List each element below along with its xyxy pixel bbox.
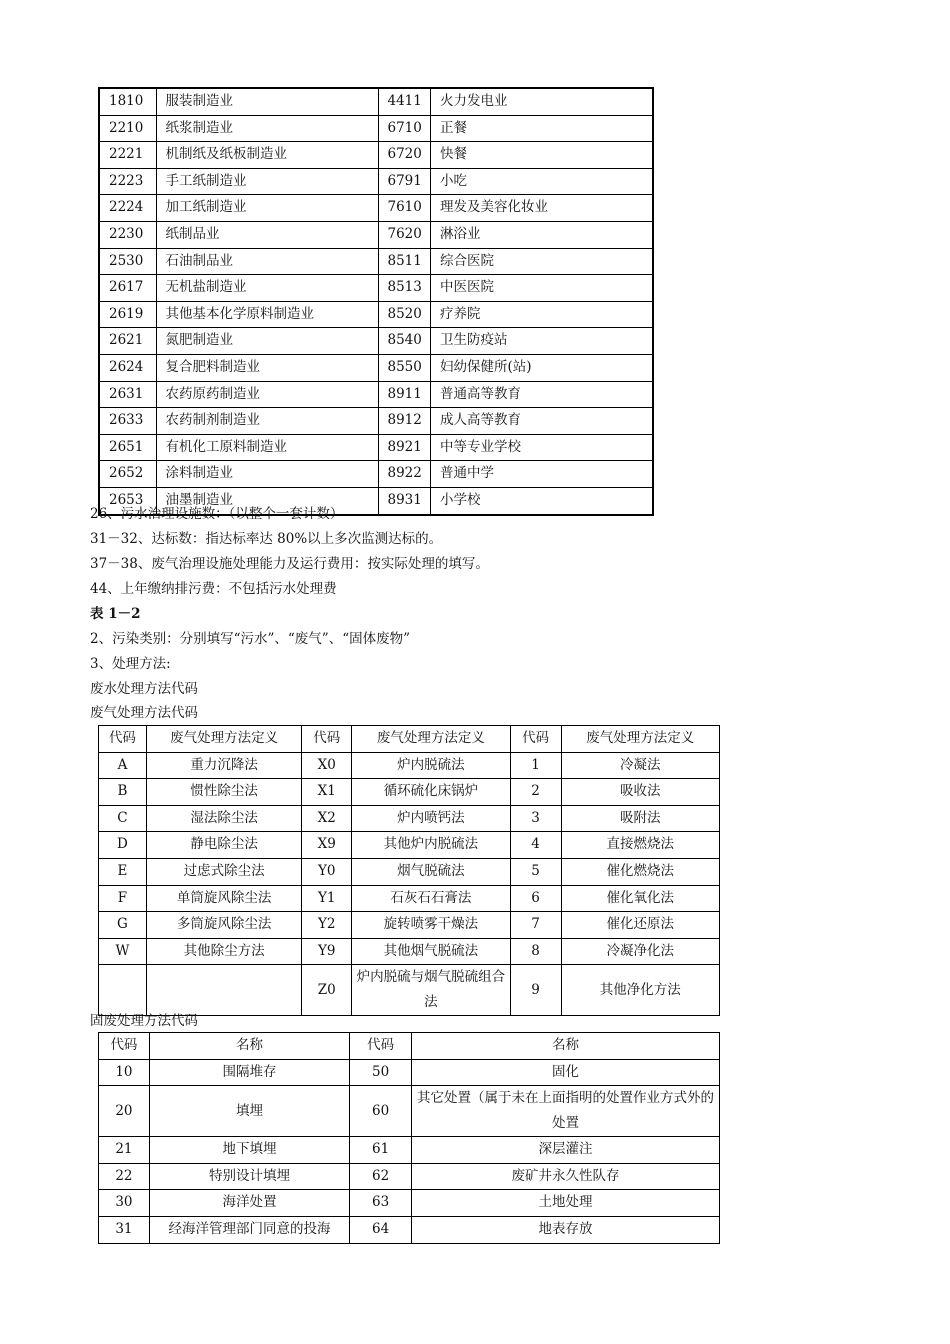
table-cell: 石灰石石膏法	[352, 885, 510, 912]
wastewater-heading: 废水处理方法代码	[90, 681, 198, 697]
table-cell: 惯性除尘法	[146, 779, 301, 806]
code-cell: 2617	[99, 275, 156, 302]
table-cell: 催化氧化法	[561, 885, 719, 912]
table-cell: 固化	[412, 1059, 720, 1086]
header-cell: 代码	[350, 1033, 412, 1060]
name-cell: 有机化工原料制造业	[156, 434, 378, 461]
table-cell: 21	[99, 1137, 150, 1164]
name-cell: 无机盐制造业	[156, 275, 378, 302]
code-cell: 8513	[378, 275, 430, 302]
table-row	[99, 1059, 720, 1086]
name-cell: 农药原药制造业	[156, 381, 378, 408]
table-row	[99, 434, 653, 461]
table-cell: 其它处置（属于未在上面指明的处置作业方式外的处置	[412, 1086, 720, 1137]
table-cell: 特别设计填埋	[149, 1163, 349, 1190]
table-row	[99, 275, 653, 302]
table-cell: 单筒旋风除尘法	[146, 885, 301, 912]
table-cell: 63	[350, 1190, 412, 1217]
table-cell: 围隔堆存	[149, 1059, 349, 1086]
table-cell: Y9	[302, 938, 352, 965]
table-cell: 催化燃烧法	[561, 858, 719, 885]
code-cell: 6710	[378, 115, 430, 142]
name-cell: 油墨制造业	[156, 487, 378, 514]
table-cell: F	[99, 885, 147, 912]
name-cell: 卫生防疫站	[430, 328, 653, 355]
table-cell: 湿法除尘法	[146, 805, 301, 832]
code-cell: 8550	[378, 354, 430, 381]
table-row	[99, 354, 653, 381]
table-cell: 吸收法	[561, 779, 719, 806]
table-row	[99, 301, 653, 328]
name-cell: 疗养院	[430, 301, 653, 328]
table-row	[99, 221, 653, 248]
table-row	[99, 1190, 720, 1217]
item-3: 3、处理方法:	[90, 656, 171, 672]
table-cell: 废矿井永久性队存	[412, 1163, 720, 1190]
table-cell: 4	[510, 832, 561, 859]
table-cell: 炉内脱硫法	[352, 752, 510, 779]
table-row	[99, 779, 720, 806]
table-cell: 重力沉降法	[146, 752, 301, 779]
header-cell: 代码	[510, 726, 561, 753]
name-cell: 普通中学	[430, 461, 653, 488]
table-cell: 循环硫化床锅炉	[352, 779, 510, 806]
table-row	[99, 142, 653, 169]
header-cell: 代码	[99, 1033, 150, 1060]
table-row	[99, 885, 720, 912]
table-cell: 旋转喷雾干燥法	[352, 912, 510, 939]
gas-treatment-table	[98, 725, 720, 1016]
table-cell: 30	[99, 1190, 150, 1217]
table-row	[99, 195, 653, 222]
table-row	[99, 168, 653, 195]
name-cell: 农药制剂制造业	[156, 408, 378, 435]
name-cell: 服装制造业	[156, 88, 378, 115]
table-cell: 其他净化方法	[561, 965, 719, 1016]
name-cell: 正餐	[430, 115, 653, 142]
table-cell: 62	[350, 1163, 412, 1190]
name-cell: 妇幼保健所(站)	[430, 354, 653, 381]
table-cell: 50	[350, 1059, 412, 1086]
table-cell: D	[99, 832, 147, 859]
name-cell: 火力发电业	[430, 88, 653, 115]
name-cell: 复合肥料制造业	[156, 354, 378, 381]
table-row	[99, 248, 653, 275]
code-cell: 2653	[99, 487, 156, 514]
header-cell: 废气处理方法定义	[352, 726, 510, 753]
table-cell: A	[99, 752, 147, 779]
name-cell: 快餐	[430, 142, 653, 169]
table-row	[99, 328, 653, 355]
table-cell: 22	[99, 1163, 150, 1190]
table-cell: 催化还原法	[561, 912, 719, 939]
header-cell: 废气处理方法定义	[146, 726, 301, 753]
code-cell: 2631	[99, 381, 156, 408]
name-cell: 淋浴业	[430, 221, 653, 248]
table-cell: 31	[99, 1216, 150, 1243]
code-cell: 2633	[99, 408, 156, 435]
table-cell: 地下填埋	[149, 1137, 349, 1164]
table-cell: 64	[350, 1216, 412, 1243]
item-2: 2、污染类别：分别填写“污水”、“废气”、“固体废物”	[90, 631, 410, 647]
table-row	[99, 938, 720, 965]
code-cell: 8921	[378, 434, 430, 461]
table-row	[99, 1163, 720, 1190]
solid-waste-table	[98, 1032, 720, 1244]
table-cell: X0	[302, 752, 352, 779]
note-31-32: 31－32、达标数：指达标率达 80%以上多次监测达标的。	[90, 531, 443, 547]
table-cell: 直接燃烧法	[561, 832, 719, 859]
code-cell: 2651	[99, 434, 156, 461]
table-cell: 炉内喷钙法	[352, 805, 510, 832]
table-cell: X9	[302, 832, 352, 859]
table-cell: Y2	[302, 912, 352, 939]
code-cell: 2230	[99, 221, 156, 248]
code-cell: 2530	[99, 248, 156, 275]
table-row	[99, 88, 653, 115]
table-row	[99, 461, 653, 488]
table-cell: 经海洋管理部门同意的投海	[149, 1216, 349, 1243]
table-cell: 7	[510, 912, 561, 939]
table-cell: 其他烟气脱硫法	[352, 938, 510, 965]
table-cell: 8	[510, 938, 561, 965]
table-cell: 吸附法	[561, 805, 719, 832]
table-row	[99, 752, 720, 779]
table-cell: 多筒旋风除尘法	[146, 912, 301, 939]
table-cell: 冷凝净化法	[561, 938, 719, 965]
table-row	[99, 1086, 720, 1137]
header-cell: 名称	[412, 1033, 720, 1060]
code-cell: 8912	[378, 408, 430, 435]
table-cell: 9	[510, 965, 561, 1016]
name-cell: 中医医院	[430, 275, 653, 302]
table-cell: 10	[99, 1059, 150, 1086]
note-44: 44、上年缴纳排污费：不包括污水处理费	[90, 581, 337, 597]
name-cell: 氮肥制造业	[156, 328, 378, 355]
code-cell: 7620	[378, 221, 430, 248]
table-row	[99, 1216, 720, 1243]
header-cell: 代码	[302, 726, 352, 753]
table-cell: 20	[99, 1086, 150, 1137]
header-cell: 废气处理方法定义	[561, 726, 719, 753]
name-cell: 小学校	[430, 487, 653, 514]
table-cell: E	[99, 858, 147, 885]
name-cell: 加工纸制造业	[156, 195, 378, 222]
table-row	[99, 115, 653, 142]
code-cell: 8540	[378, 328, 430, 355]
name-cell: 纸制品业	[156, 221, 378, 248]
table-cell: 过虑式除尘法	[146, 858, 301, 885]
note-37-38: 37－38、废气治理设施处理能力及运行费用：按实际处理的填写。	[90, 556, 489, 572]
code-cell: 4411	[378, 88, 430, 115]
code-cell: 8922	[378, 461, 430, 488]
table-cell: 1	[510, 752, 561, 779]
section-title: 表 1－2	[90, 606, 141, 622]
gas-heading: 废气处理方法代码	[90, 705, 198, 721]
code-cell: 8520	[378, 301, 430, 328]
code-cell: 2624	[99, 354, 156, 381]
name-cell: 机制纸及纸板制造业	[156, 142, 378, 169]
header-cell: 名称	[149, 1033, 349, 1060]
table-cell: Z0	[302, 965, 352, 1016]
code-cell: 1810	[99, 88, 156, 115]
industry-code-table	[98, 87, 654, 516]
name-cell: 小吃	[430, 168, 653, 195]
name-cell: 纸浆制造业	[156, 115, 378, 142]
code-cell: 2223	[99, 168, 156, 195]
table-cell: Y0	[302, 858, 352, 885]
table-row	[99, 832, 720, 859]
table-cell: 6	[510, 885, 561, 912]
table-cell: B	[99, 779, 147, 806]
table-cell: 2	[510, 779, 561, 806]
code-cell: 2221	[99, 142, 156, 169]
name-cell: 涂料制造业	[156, 461, 378, 488]
code-cell: 2210	[99, 115, 156, 142]
table-row	[99, 805, 720, 832]
name-cell: 其他基本化学原料制造业	[156, 301, 378, 328]
code-cell: 6791	[378, 168, 430, 195]
table-cell: 其他炉内脱硫法	[352, 832, 510, 859]
header-cell: 代码	[99, 726, 147, 753]
table-cell: 其他除尘方法	[146, 938, 301, 965]
table-cell: 60	[350, 1086, 412, 1137]
table-row	[99, 912, 720, 939]
note-26: 26、污水治理设施数：（以整个一套计数）	[90, 506, 344, 522]
code-cell: 8511	[378, 248, 430, 275]
table-cell: 5	[510, 858, 561, 885]
code-cell: 7610	[378, 195, 430, 222]
table-cell: 填埋	[149, 1086, 349, 1137]
name-cell: 石油制品业	[156, 248, 378, 275]
name-cell: 中等专业学校	[430, 434, 653, 461]
table-row	[99, 381, 653, 408]
code-cell: 6720	[378, 142, 430, 169]
table-cell: 海洋处置	[149, 1190, 349, 1217]
table-cell: 土地处理	[412, 1190, 720, 1217]
table-cell: 深层灌注	[412, 1137, 720, 1164]
table-cell: 3	[510, 805, 561, 832]
code-cell: 8911	[378, 381, 430, 408]
table-cell: C	[99, 805, 147, 832]
name-cell: 理发及美容化妆业	[430, 195, 653, 222]
table-row	[99, 858, 720, 885]
name-cell: 普通高等教育	[430, 381, 653, 408]
code-cell: 8931	[378, 487, 430, 514]
table-cell: 61	[350, 1137, 412, 1164]
code-cell: 2619	[99, 301, 156, 328]
table-cell: Y1	[302, 885, 352, 912]
table-cell: X2	[302, 805, 352, 832]
solid-waste-heading: 固废处理方法代码	[90, 1013, 198, 1029]
table-header-row	[99, 1033, 720, 1060]
table-cell: 地表存放	[412, 1216, 720, 1243]
table-cell: 炉内脱硫与烟气脱硫组合法	[352, 965, 510, 1016]
table-cell: W	[99, 938, 147, 965]
table-cell: G	[99, 912, 147, 939]
code-cell: 2224	[99, 195, 156, 222]
table-cell: 冷凝法	[561, 752, 719, 779]
table-cell: 烟气脱硫法	[352, 858, 510, 885]
table-cell: 静电除尘法	[146, 832, 301, 859]
name-cell: 成人高等教育	[430, 408, 653, 435]
table-row	[99, 408, 653, 435]
name-cell: 手工纸制造业	[156, 168, 378, 195]
table-row	[99, 1137, 720, 1164]
code-cell: 2621	[99, 328, 156, 355]
table-cell: X1	[302, 779, 352, 806]
code-cell: 2652	[99, 461, 156, 488]
name-cell: 综合医院	[430, 248, 653, 275]
table-header-row	[99, 726, 720, 753]
